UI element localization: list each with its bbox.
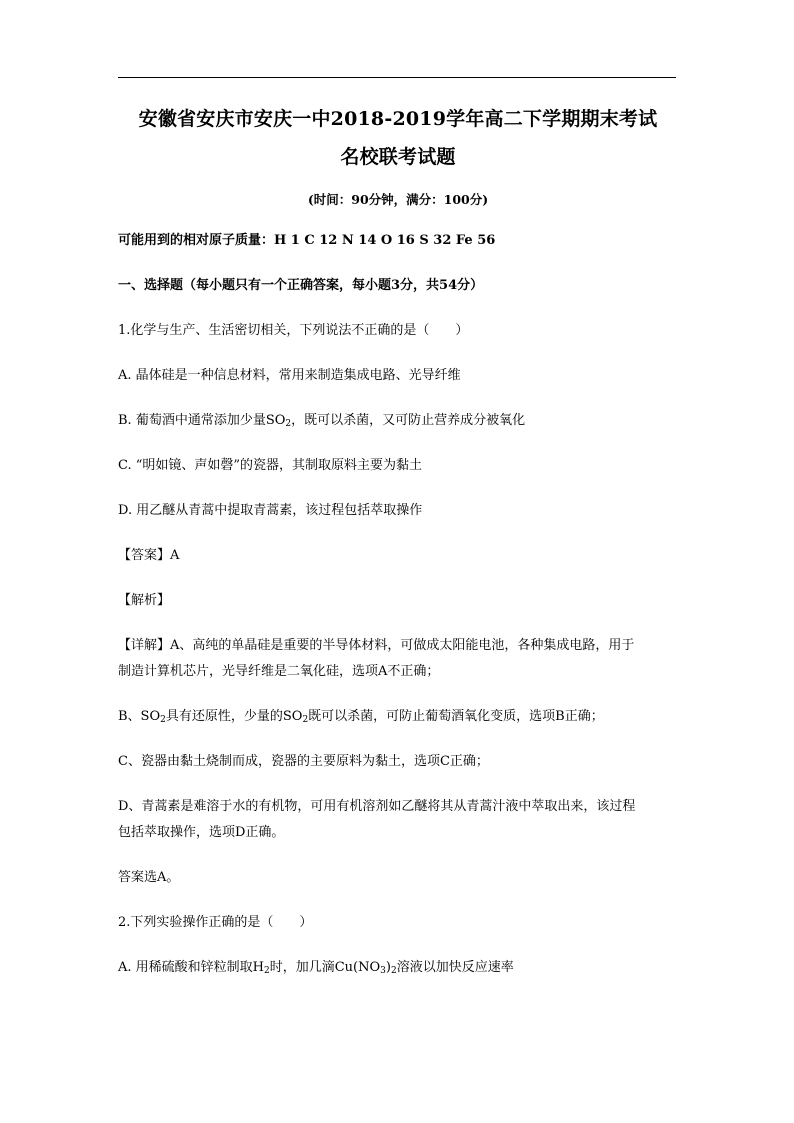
title-line-2: 名校联考试题 bbox=[340, 146, 456, 168]
detail-b-text-rest: 既可以杀菌，可防止葡萄酒氧化变质，选项B正确； bbox=[308, 709, 604, 724]
detail-b bbox=[118, 706, 678, 728]
question-2-option-a bbox=[118, 957, 678, 979]
detail-c: C、瓷器由黏土烧制而成，瓷器的主要原料为黏土，选项C正确； bbox=[118, 754, 489, 769]
detail-a-line-2: 制造计算机芯片，光导纤维是二氧化硅，选项A不正确； bbox=[118, 664, 440, 679]
q2-option-a-text-rest: 溶液以加快反应速率 bbox=[396, 960, 514, 975]
subscript: 2 bbox=[302, 715, 309, 725]
q2-option-a-paren: ) bbox=[385, 960, 391, 975]
question-1-option-a: A. 晶体硅是一种信息材料，常用来制造集成电路、光导纤维 bbox=[118, 368, 461, 383]
detail-d-line-1: D、青蒿素是难溶于水的有机物，可用有机溶剂如乙醚将其从青蒿汁液中萃取出来，该过程 bbox=[118, 799, 636, 814]
analysis-label: 【解析】 bbox=[118, 593, 171, 608]
detail-b-text: B、SO bbox=[118, 709, 161, 724]
answer-label: 【答案】A bbox=[118, 548, 180, 563]
detail-d bbox=[118, 796, 678, 844]
detail-a bbox=[118, 635, 678, 683]
question-1-stem: 1.化学与生产、生活密切相关，下列说法不正确的是（ ） bbox=[118, 323, 469, 338]
option-b-text: B. 葡萄酒中通常添加少量SO bbox=[118, 413, 286, 428]
section-heading: 一、选择题（每小题只有一个正确答案，每小题3分，共54分） bbox=[118, 278, 484, 293]
atomic-masses: 可能用到的相对原子质量：H 1 C 12 N 14 O 16 S 32 Fe 56 bbox=[118, 233, 496, 248]
document-title bbox=[118, 100, 678, 176]
question-1-option-c: C. “明如镜、声如磬”的瓷器，其制取原料主要为黏土 bbox=[118, 458, 423, 473]
option-b-text-rest: ，既可以杀菌，又可防止营养成分被氧化 bbox=[291, 413, 526, 428]
subscript: 2 bbox=[264, 966, 270, 976]
question-2-stem: 2.下列实验操作正确的是（ ） bbox=[118, 915, 313, 930]
subscript: 2 bbox=[160, 715, 166, 725]
detail-d-line-2: 包括萃取操作，选项D正确。 bbox=[118, 825, 285, 840]
q2-option-a-text: A. 用稀硫酸和锌粒制取H bbox=[118, 960, 264, 975]
header-rule bbox=[118, 77, 676, 78]
subscript: 3 bbox=[380, 966, 386, 976]
document-content bbox=[118, 100, 678, 979]
subscript: 2 bbox=[285, 419, 292, 429]
conclusion: 答案选A。 bbox=[118, 870, 180, 885]
question-1-option-b bbox=[118, 410, 678, 432]
detail-b-text-mid: 具有还原性，少量的SO bbox=[165, 709, 303, 724]
q2-option-a-text-mid: 时，加几滴Cu(NO bbox=[269, 960, 381, 975]
detail-a-line-1: 【详解】A、高纯的单晶硅是重要的半导体材料，可做成太阳能电池，各种集成电路，用于 bbox=[118, 638, 635, 653]
question-1-option-d: D. 用乙醚从青蒿中提取青蒿素，该过程包括萃取操作 bbox=[118, 503, 423, 518]
exam-info: (时间：90分钟，满分：100分) bbox=[307, 192, 489, 207]
subscript: 2 bbox=[390, 966, 397, 976]
title-line-1: 安徽省安庆市安庆一中2018-2019学年高二下学期期末考试 bbox=[138, 108, 658, 130]
